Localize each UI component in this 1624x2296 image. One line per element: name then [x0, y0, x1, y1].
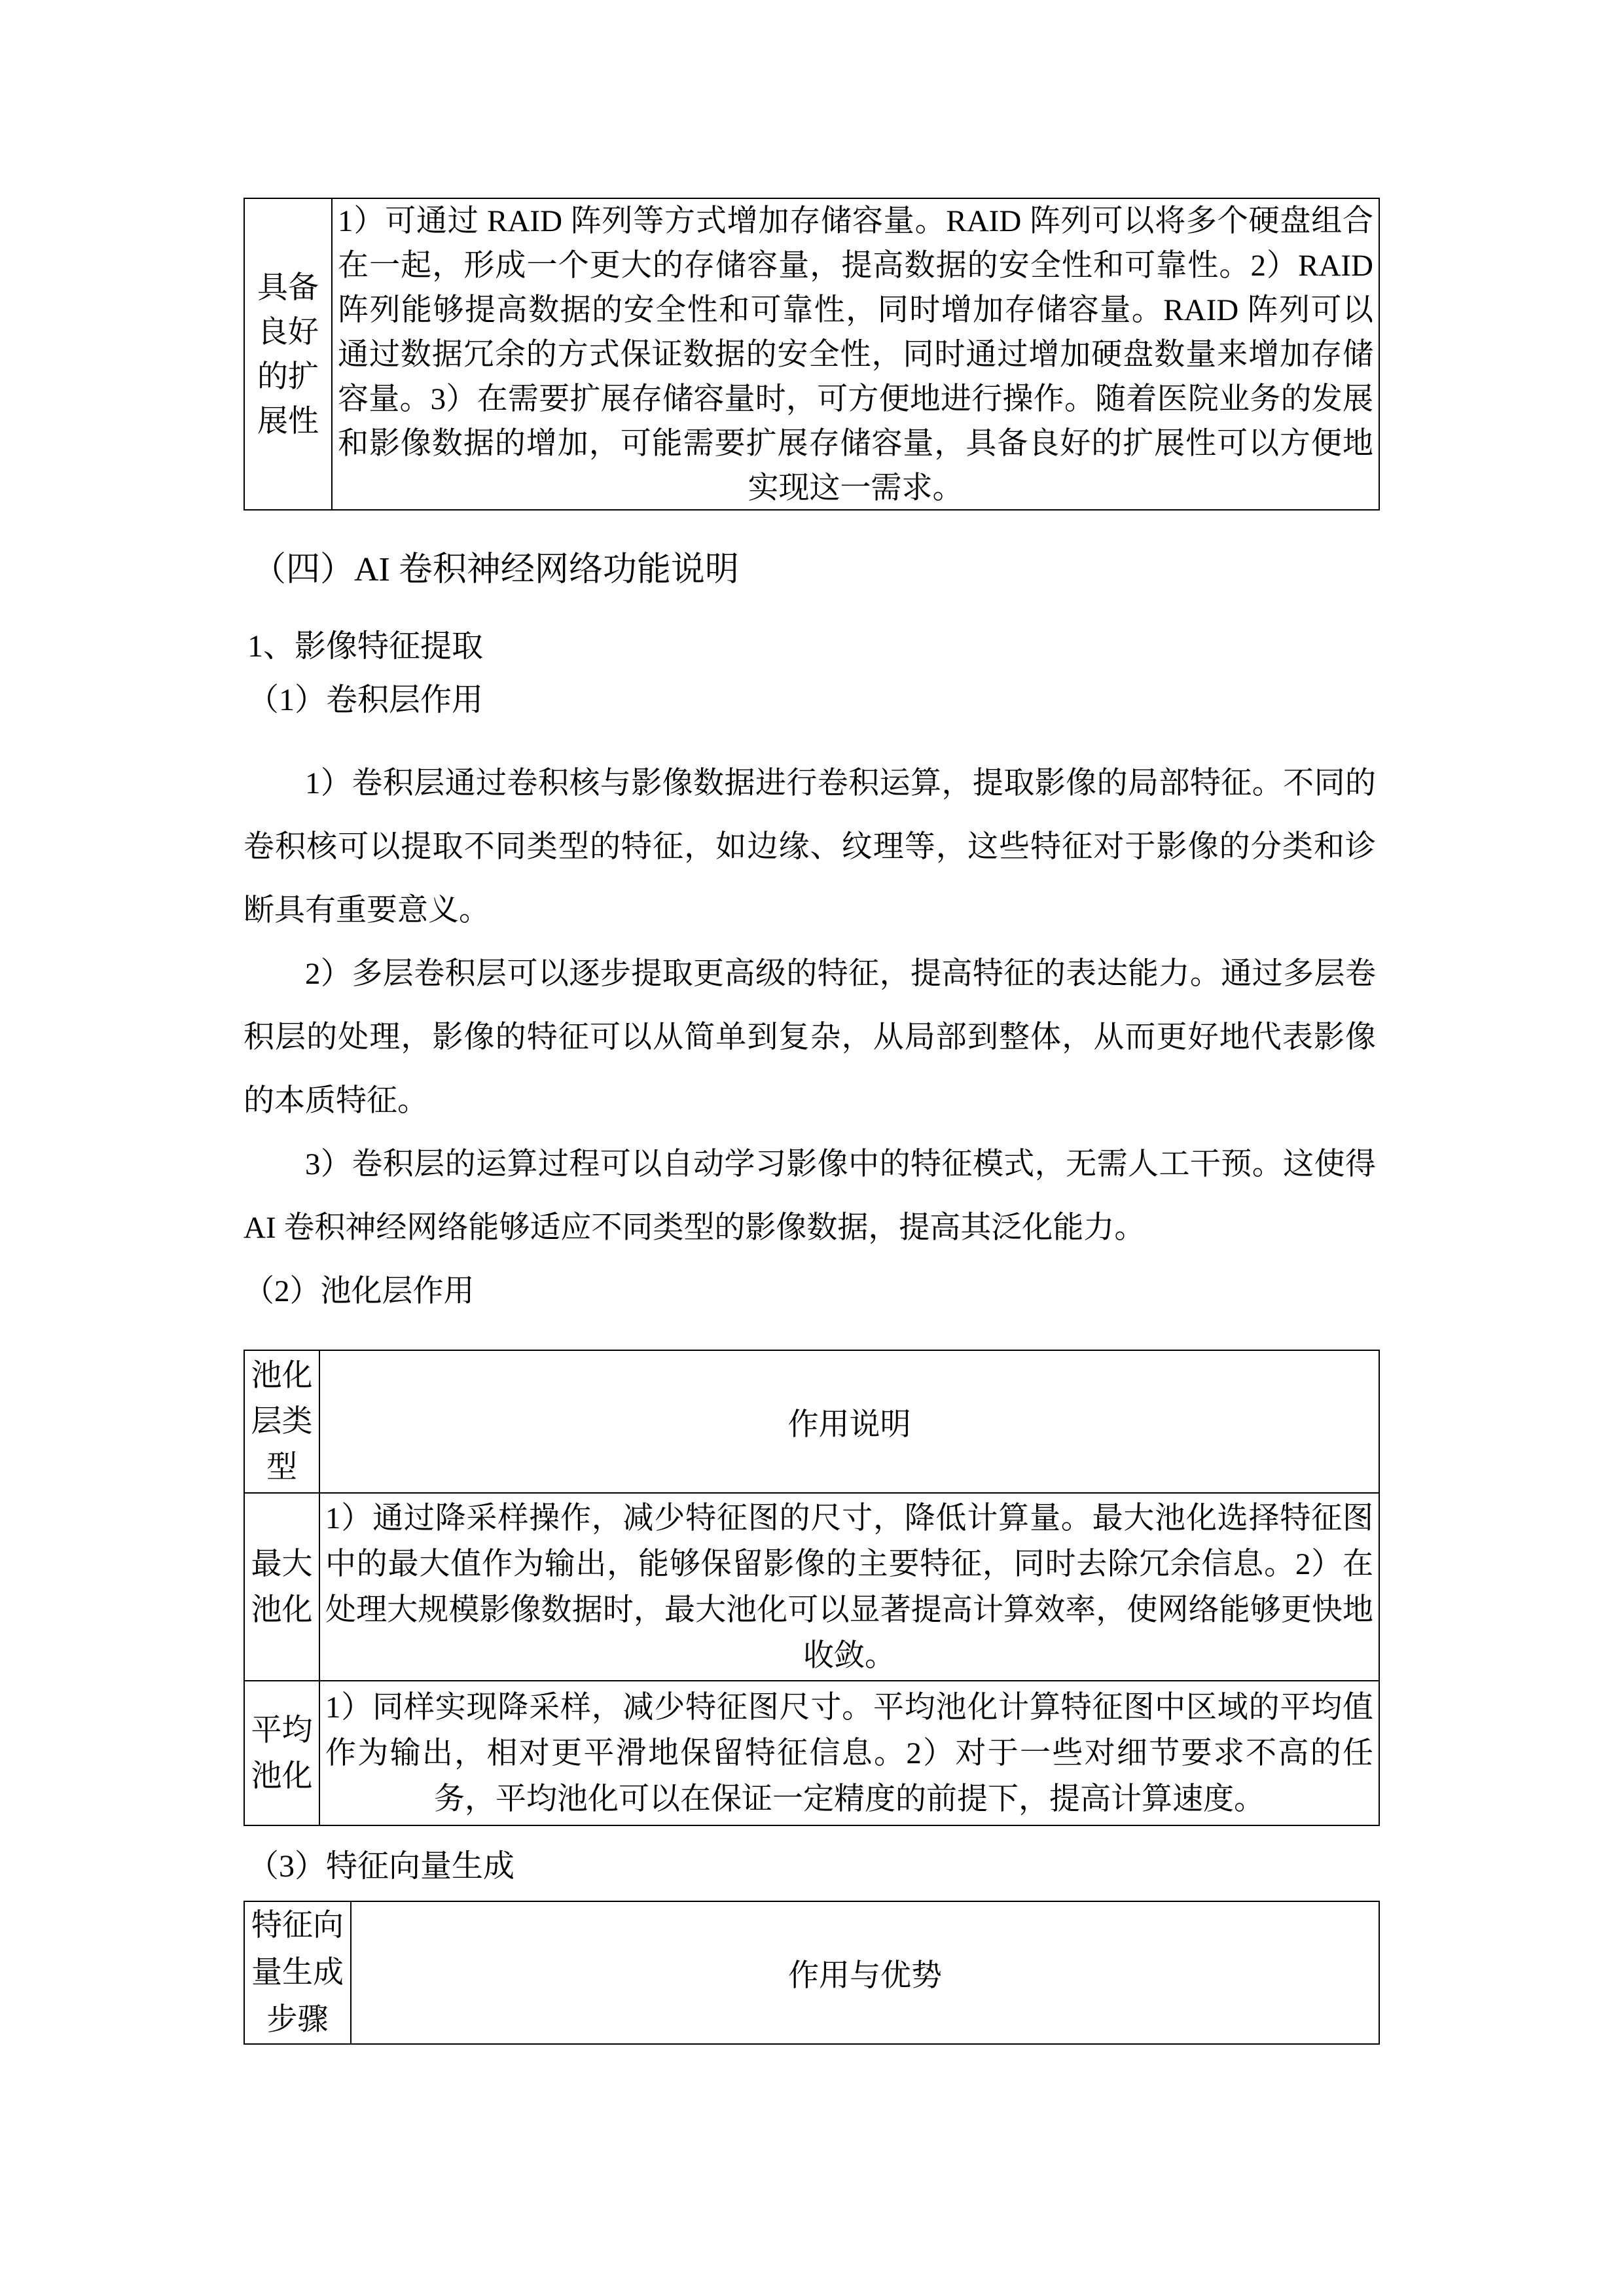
- avg-pooling-desc: 1）同样实现降采样，减少特征图尺寸。平均池化计算特征图中区域的平均值作为输出，相对更平滑地保留特征信息。2）对于一些对细节要求不高的任务，平均池化可以在保证一定精度的前提下，提高计算速度。: [325, 1690, 1373, 1816]
- pooling-header-type: 池化层类型: [245, 1351, 320, 1492]
- avg-pooling-label: 平均池化: [245, 1681, 320, 1825]
- expandability-row-label: 具备良好的扩展性: [245, 199, 333, 511]
- avg-pooling-desc-cell: [320, 1681, 1379, 1825]
- feature-vector-header-row: [245, 1902, 1379, 2043]
- max-pooling-desc: 1）通过降采样操作，减少特征图的尺寸，降低计算量。最大池化选择特征图中的最大值作为输出，能够保留影像的主要特征，同时去除冗余信息。2）在处理大规模影像数据时，最大池化可以显著提高计算效率，使网络能够更快地收敛。: [325, 1501, 1373, 1673]
- pooling-table: [244, 1350, 1380, 1826]
- pooling-table-header-row: [245, 1351, 1379, 1492]
- expandability-row-content: 1）可通过 RAID 阵列等方式增加存储容量。RAID 阵列可以将多个硬盘组合在一起，形成一个更大的存储容量，提高数据的安全性和可靠性。2）RAID 阵列能够提高数据的安全性和可靠性，同时增加存储容量。RAID 阵列可以通过数据冗余的方式保证数据的安全性，同时通过增加硬盘数量来增加存储容量。3）在需要扩展存储容量时，可方便地进行操作。随着医院业务的发展和影像数据的增加，可能需要扩展存储容量，具备良好的扩展性可以方便地实现这一需求。: [338, 204, 1373, 505]
- fv-header-steps: 特征向量生成步骤: [245, 1902, 352, 2043]
- pooling-table-row-max: [245, 1492, 1379, 1680]
- expandability-row-content-cell: [333, 199, 1379, 511]
- pooling-header-desc: 作用说明: [787, 1407, 911, 1442]
- subheading-feature-extraction: 1、影像特征提取: [247, 629, 484, 664]
- subheading-pooling-layer: （2）池化层作用: [244, 1274, 475, 1308]
- body-text-block: [244, 752, 1376, 1323]
- fv-header-desc: 作用与优势: [788, 1958, 942, 1993]
- paragraph-conv-3: 3）卷积层的运算过程可以自动学习影像中的特征模式，无需人工干预。这使得 AI 卷积神经网络能够适应不同类型的影像数据，提高其泛化能力。: [244, 1147, 1376, 1245]
- subheading-conv-layer: （1）卷积层作用: [247, 683, 484, 717]
- paragraph-conv-1: 1）卷积层通过卷积核与影像数据进行卷积运算，提取影像的局部特征。不同的卷积核可以提取不同类型的特征，如边缘、纹理等，这些特征对于影像的分类和诊断具有重要意义。: [244, 766, 1376, 927]
- feature-vector-table: [244, 1901, 1380, 2045]
- section-heading: （四）AI 卷积神经网络功能说明: [252, 551, 739, 588]
- paragraph-conv-2: 2）多层卷积层可以逐步提取更高级的特征，提高特征的表达能力。通过多层卷积层的处理，影像的特征可以从简单到复杂，从局部到整体，从而更好地代表影像的本质特征。: [244, 957, 1376, 1118]
- table-row: [245, 199, 1379, 511]
- max-pooling-label: 最大池化: [245, 1494, 320, 1680]
- subheading-feature-vector: （3）特征向量生成: [247, 1849, 515, 1884]
- max-pooling-desc-cell: [320, 1494, 1379, 1680]
- pooling-table-row-avg: [245, 1680, 1379, 1825]
- expandability-table: [244, 198, 1380, 511]
